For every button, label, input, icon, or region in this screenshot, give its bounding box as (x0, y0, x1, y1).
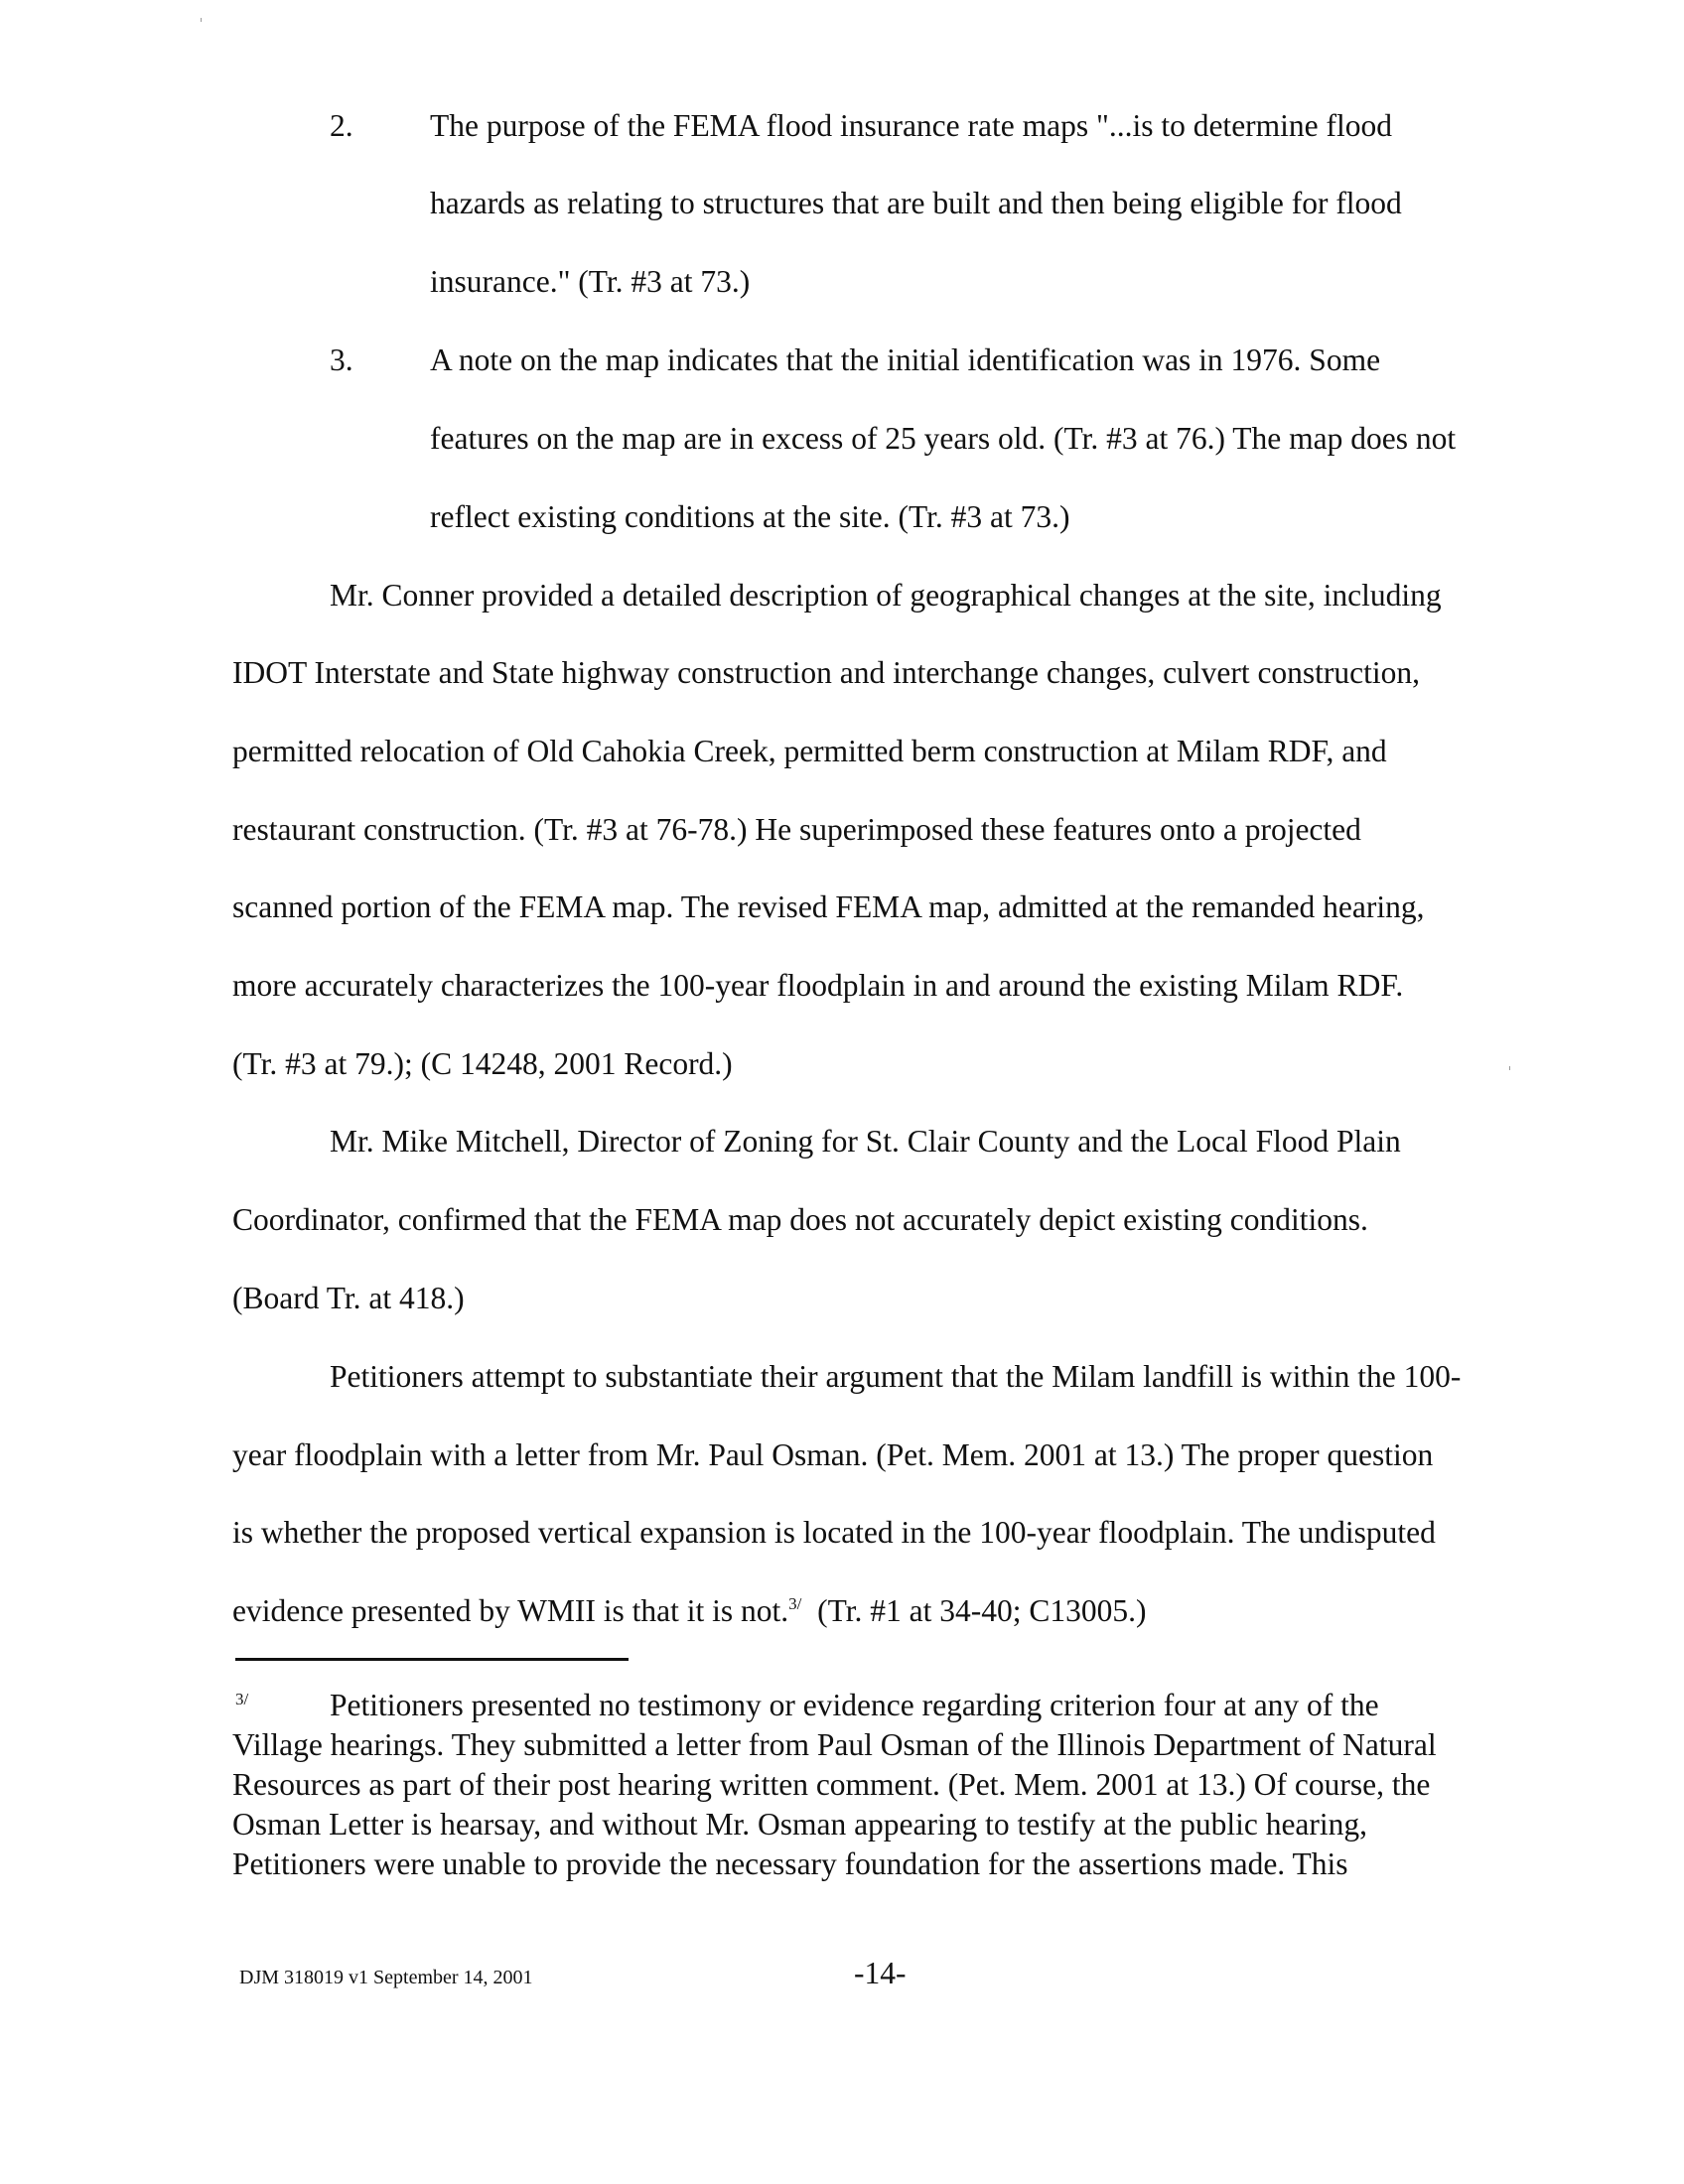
footnote-line: Resources as part of their post hearing written comment. (Pet. Mem. 2001 at 13.) Of course, the (232, 1767, 1431, 1802)
item-line: hazards as relating to structures that are built and then being eligible for flood (430, 186, 1402, 220)
paragraph-line (232, 1591, 1147, 1631)
footnote-line: Osman Letter is hearsay, and without Mr. Osman appearing to testify at the public hearing, (232, 1807, 1368, 1842)
footnote-line: Village hearings. They submitted a letter from Paul Osman of the Illinois Department of Natural (232, 1727, 1437, 1762)
paragraph-line: scanned portion of the FEMA map. The revised FEMA map, admitted at the remanded hearing, (232, 889, 1425, 924)
paragraph-line: Mr. Conner provided a detailed description of geographical changes at the site, including (330, 578, 1442, 613)
paragraph-line: IDOT Interstate and State highway construction and interchange changes, culvert construction, (232, 655, 1421, 690)
paragraph-line: Coordinator, confirmed that the FEMA map does not accurately depict existing conditions. (232, 1202, 1368, 1237)
page-number: -14- (854, 1956, 907, 1990)
footnote-reference: 3/ (788, 1594, 802, 1613)
paragraph-line: (Tr. #3 at 79.); (C 14248, 2001 Record.) (232, 1046, 733, 1081)
scan-speck (201, 18, 202, 22)
paragraph-line: Petitioners attempt to substantiate their argument that the Milam landfill is within the 100- (330, 1359, 1462, 1394)
item-number: 2. (330, 108, 353, 143)
paragraph-line: more accurately characterizes the 100-year floodplain in and around the existing Milam RDF. (232, 968, 1404, 1003)
item-line: A note on the map indicates that the initial identification was in 1976. Some (430, 342, 1381, 377)
scan-speck (1509, 1066, 1510, 1070)
item-line: The purpose of the FEMA flood insurance rate maps "...is to determine flood (430, 108, 1393, 143)
paragraph-line: Mr. Mike Mitchell, Director of Zoning for St. Clair County and the Local Flood Plain (330, 1124, 1401, 1159)
footnote-separator (235, 1658, 629, 1661)
item-number: 3. (330, 342, 353, 377)
paragraph-line-text: (Tr. #1 at 34-40; C13005.) (801, 1593, 1147, 1628)
footnote-mark: 3/ (235, 1690, 249, 1708)
footnote-line: Petitioners presented no testimony or evidence regarding criterion four at any of the (330, 1688, 1379, 1722)
footnote-line: Petitioners were unable to provide the necessary foundation for the assertions made. This (232, 1846, 1348, 1881)
item-line: features on the map are in excess of 25 years old. (Tr. #3 at 76.) The map does not (430, 421, 1457, 456)
paragraph-line-text: evidence presented by WMII is that it is not. (232, 1593, 789, 1628)
document-id: DJM 318019 v1 September 14, 2001 (239, 1967, 533, 1988)
item-line: insurance." (Tr. #3 at 73.) (430, 264, 751, 299)
paragraph-line: permitted relocation of Old Cahokia Creek, permitted berm construction at Milam RDF, and (232, 734, 1387, 768)
item-line: reflect existing conditions at the site. (Tr. #3 at 73.) (430, 499, 1070, 534)
paragraph-line: year floodplain with a letter from Mr. Paul Osman. (Pet. Mem. 2001 at 13.) The proper question (232, 1437, 1434, 1472)
paragraph-line: (Board Tr. at 418.) (232, 1281, 465, 1315)
paragraph-line: is whether the proposed vertical expansion is located in the 100-year floodplain. The undisputed (232, 1515, 1436, 1550)
paragraph-line: restaurant construction. (Tr. #3 at 76-78.) He superimposed these features onto a projected (232, 812, 1361, 847)
